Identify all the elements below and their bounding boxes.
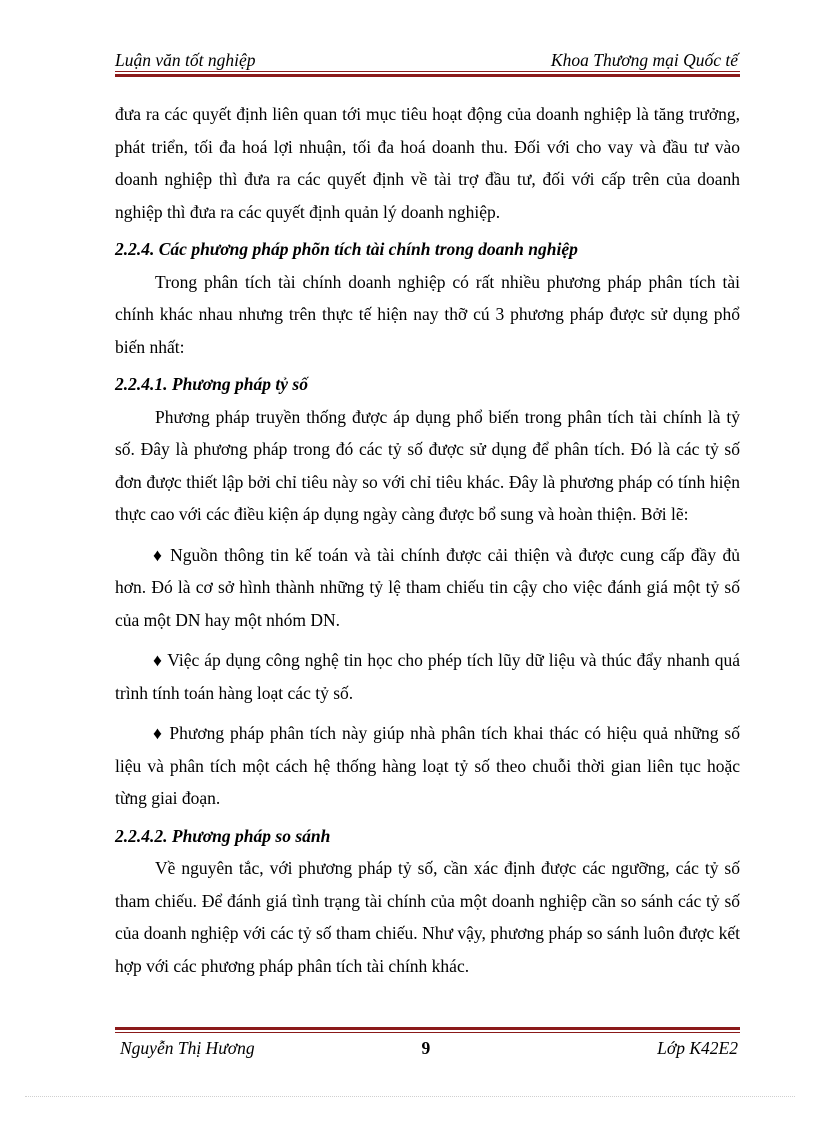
bullet-item-3: ♦ Phương pháp phân tích này giúp nhà phân tích khai thác có hiệu quả những số liệu và phân tích một cách hệ thống hàng loạt tỷ số theo chuỗi thời gian liên tục hoặc từng giai đoạn.	[115, 723, 740, 808]
paragraph-ratio-method: Phương pháp truyền thống được áp dụng phổ biến trong phân tích tài chính là tỷ số. Đây là phương pháp trong đó các tỷ số được sử dụng để phân tích. Đó là các tỷ số đơn được thiết lập bởi chỉ tiêu này so với chỉ tiêu khác. Đây là phương pháp có tính hiện thực cao với các điều kiện áp dụng ngày càng được bổ sung và hoàn thiện. Bởi lẽ:	[115, 406, 740, 524]
section-heading-2-2-4-1: 2.2.4.1. Phương pháp tỷ số	[115, 374, 308, 394]
footer-class: Lớp K42E2	[657, 1038, 738, 1058]
paragraph-intro: đưa ra các quyết định liên quan tới mục tiêu hoạt động của doanh nghiệp là tăng trưởng, phát triển, tối đa hoá lợi nhuận, tối đa hoá doanh thu. Đối với cho vay và đầu tư vào doanh nghiệp thì đưa ra các quyết định về tài trợ đầu tư, đối với cấp trên của doanh nghiệp thì đưa ra các quyết định quản lý doanh nghiệp.	[115, 104, 740, 222]
header-rule-thin	[115, 71, 740, 72]
footer-rule-thin	[115, 1032, 740, 1033]
bullet-item-1: ♦ Nguồn thông tin kế toán và tài chính được cải thiện và được cung cấp đầy đủ hơn. Đó là cơ sở hình thành những tỷ lệ tham chiếu tin cậy cho việc đánh giá một tỷ số của một DN hay một nhóm DN.	[115, 544, 740, 630]
page-number: 9	[421, 1038, 431, 1058]
header-thesis-title: Luận văn tốt nghiệp	[115, 50, 256, 70]
page-footer	[120, 1037, 738, 1059]
page-body	[115, 98, 740, 982]
header-rule-thick	[115, 74, 740, 77]
header-faculty: Khoa Thương mại Quốc tế	[550, 50, 738, 70]
bullet-item-2: ♦ Việc áp dụng công nghệ tin học cho phép tích lũy dữ liệu và thúc đẩy nhanh quá trình tính toán hàng loạt các tỷ số.	[115, 650, 740, 703]
paragraph-methods: Trong phân tích tài chính doanh nghiệp có rất nhiều phương pháp phân tích tài chính khác nhau nhưng trên thực tế hiện nay thỡ cú 3 phương pháp được sử dụng phổ biến nhất:	[115, 271, 740, 357]
page-bottom-divider	[25, 1096, 795, 1097]
footer-rule-thick	[115, 1027, 740, 1030]
page-header	[115, 50, 738, 70]
paragraph-comparison-method: Về nguyên tắc, với phương pháp tỷ số, cần xác định được các ngưỡng, các tỷ số tham chiếu. Để đánh giá tình trạng tài chính của một doanh nghiệp cần so sánh các tỷ số của doanh nghiệp với các tỷ số tham chiếu. Như vậy, phương pháp so sánh luôn được kết hợp với các phương pháp phân tích tài chính khác.	[115, 858, 740, 976]
footer-author: Nguyễn Thị Hương	[120, 1038, 255, 1058]
section-heading-2-2-4: 2.2.4. Các phương pháp phõn tích tài chính trong doanh nghiệp	[115, 239, 578, 259]
section-heading-2-2-4-2: 2.2.4.2. Phương pháp so sánh	[115, 825, 331, 846]
